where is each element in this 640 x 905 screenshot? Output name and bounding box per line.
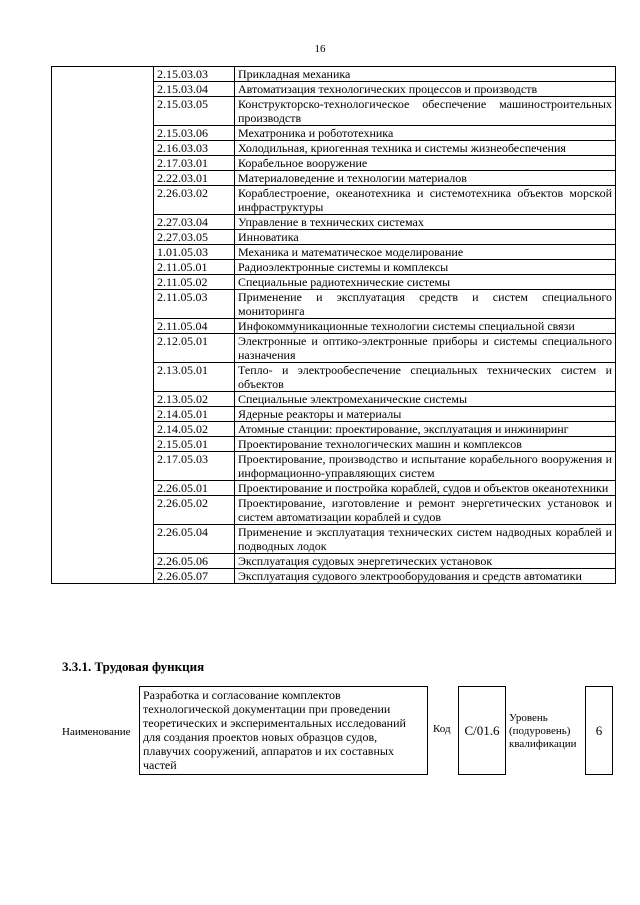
specialty-code-cell: 2.26.05.04 <box>154 525 235 554</box>
specialty-code-cell: 2.26.05.06 <box>154 554 235 569</box>
section-title: 3.3.1. Трудовая функция <box>62 659 205 674</box>
specialty-code-cell: 2.22.03.01 <box>154 171 235 186</box>
specialty-name-cell: Проектирование, производство и испытание корабельного вооружения и информационно-управляющих систем <box>235 452 616 481</box>
labor-function-name: Разработка и согласование комплектов технологической документации при проведении теоретических и экспериментальных исследований для создания проектов новых образцов судов, плавучих сооружений, аппаратов и их составных частей <box>139 686 428 775</box>
specialty-code-cell: 2.11.05.03 <box>154 290 235 319</box>
specialty-code-cell: 2.27.03.04 <box>154 215 235 230</box>
specialty-name-cell: Прикладная механика <box>235 67 616 82</box>
specialty-code-cell: 2.11.05.01 <box>154 260 235 275</box>
specialty-code-cell: 2.12.05.01 <box>154 334 235 363</box>
specialty-name-cell: Тепло- и электрообеспечение специальных технических систем и объектов <box>235 363 616 392</box>
specialty-code-cell: 2.17.03.01 <box>154 156 235 171</box>
codes-table <box>51 66 616 584</box>
specialty-name-cell: Электронные и оптико-электронные приборы и системы специального назначения <box>235 334 616 363</box>
qualification-level-label: Уровень (подуровень) квалификации <box>509 712 577 750</box>
specialty-code-cell: 2.14.05.01 <box>154 407 235 422</box>
specialty-name-cell: Ядерные реакторы и материалы <box>235 407 616 422</box>
specialty-name-cell: Механика и математическое моделирование <box>235 245 616 260</box>
specialty-name-cell: Атомные станции: проектирование, эксплуатация и инжиниринг <box>235 422 616 437</box>
specialty-code-cell: 2.26.03.02 <box>154 186 235 215</box>
qualification-level-value: 6 <box>585 686 613 775</box>
specialty-code-cell: 2.13.05.01 <box>154 363 235 392</box>
blank-column-cell <box>52 67 154 584</box>
specialty-name-cell: Корабельное вооружение <box>235 156 616 171</box>
specialty-name-cell: Управление в технических системах <box>235 215 616 230</box>
specialty-code-cell: 2.17.05.03 <box>154 452 235 481</box>
specialty-name-cell: Применение и эксплуатация средств и систем специального мониторинга <box>235 290 616 319</box>
specialty-name-cell: Материаловедение и технологии материалов <box>235 171 616 186</box>
specialty-name-cell: Радиоэлектронные системы и комплексы <box>235 260 616 275</box>
specialty-name-cell: Проектирование и постройка кораблей, судов и объектов океанотехники <box>235 481 616 496</box>
specialty-code-cell: 2.26.05.07 <box>154 569 235 584</box>
table-row <box>52 67 616 82</box>
specialty-code-cell: 2.11.05.04 <box>154 319 235 334</box>
specialty-name-cell: Конструкторско-технологическое обеспечение машиностроительных производств <box>235 97 616 126</box>
specialty-name-cell: Инноватика <box>235 230 616 245</box>
codes-table-body <box>52 67 616 584</box>
specialty-code-cell: 2.15.03.04 <box>154 82 235 97</box>
specialty-name-cell: Специальные электромеханические системы <box>235 392 616 407</box>
specialty-code-cell: 2.15.03.05 <box>154 97 235 126</box>
specialty-name-cell: Инфокоммуникационные технологии системы специальной связи <box>235 319 616 334</box>
specialty-code-cell: 2.16.03.03 <box>154 141 235 156</box>
specialty-code-cell: 2.26.05.02 <box>154 496 235 525</box>
specialty-code-cell: 2.27.03.05 <box>154 230 235 245</box>
specialty-name-cell: Холодильная, криогенная техника и системы жизнеобеспечения <box>235 141 616 156</box>
specialty-name-cell: Эксплуатация судового электрооборудования и средств автоматики <box>235 569 616 584</box>
code-label: Код <box>433 723 451 735</box>
specialty-name-cell: Специальные радиотехнические системы <box>235 275 616 290</box>
specialty-name-cell: Эксплуатация судовых энергетических установок <box>235 554 616 569</box>
labor-function-code: C/01.6 <box>458 686 506 775</box>
specialty-name-cell: Применение и эксплуатация технических систем надводных кораблей и подводных лодок <box>235 525 616 554</box>
specialty-code-cell: 1.01.05.03 <box>154 245 235 260</box>
specialty-code-cell: 2.15.05.01 <box>154 437 235 452</box>
specialty-name-cell: Проектирование технологических машин и комплексов <box>235 437 616 452</box>
specialty-name-cell: Мехатроника и робототехника <box>235 126 616 141</box>
specialty-code-cell: 2.26.05.01 <box>154 481 235 496</box>
specialty-code-cell: 2.15.03.03 <box>154 67 235 82</box>
specialty-name-cell: Автоматизация технологических процессов и производств <box>235 82 616 97</box>
specialty-name-cell: Проектирование, изготовление и ремонт энергетических установок и систем автоматизации кораблей и судов <box>235 496 616 525</box>
specialty-code-cell: 2.11.05.02 <box>154 275 235 290</box>
specialty-code-cell: 2.15.03.06 <box>154 126 235 141</box>
page-number: 16 <box>314 43 326 55</box>
name-label: Наименование <box>62 726 131 738</box>
specialty-code-cell: 2.14.05.02 <box>154 422 235 437</box>
specialty-code-cell: 2.13.05.02 <box>154 392 235 407</box>
specialty-name-cell: Кораблестроение, океанотехника и системотехника объектов морской инфраструктуры <box>235 186 616 215</box>
